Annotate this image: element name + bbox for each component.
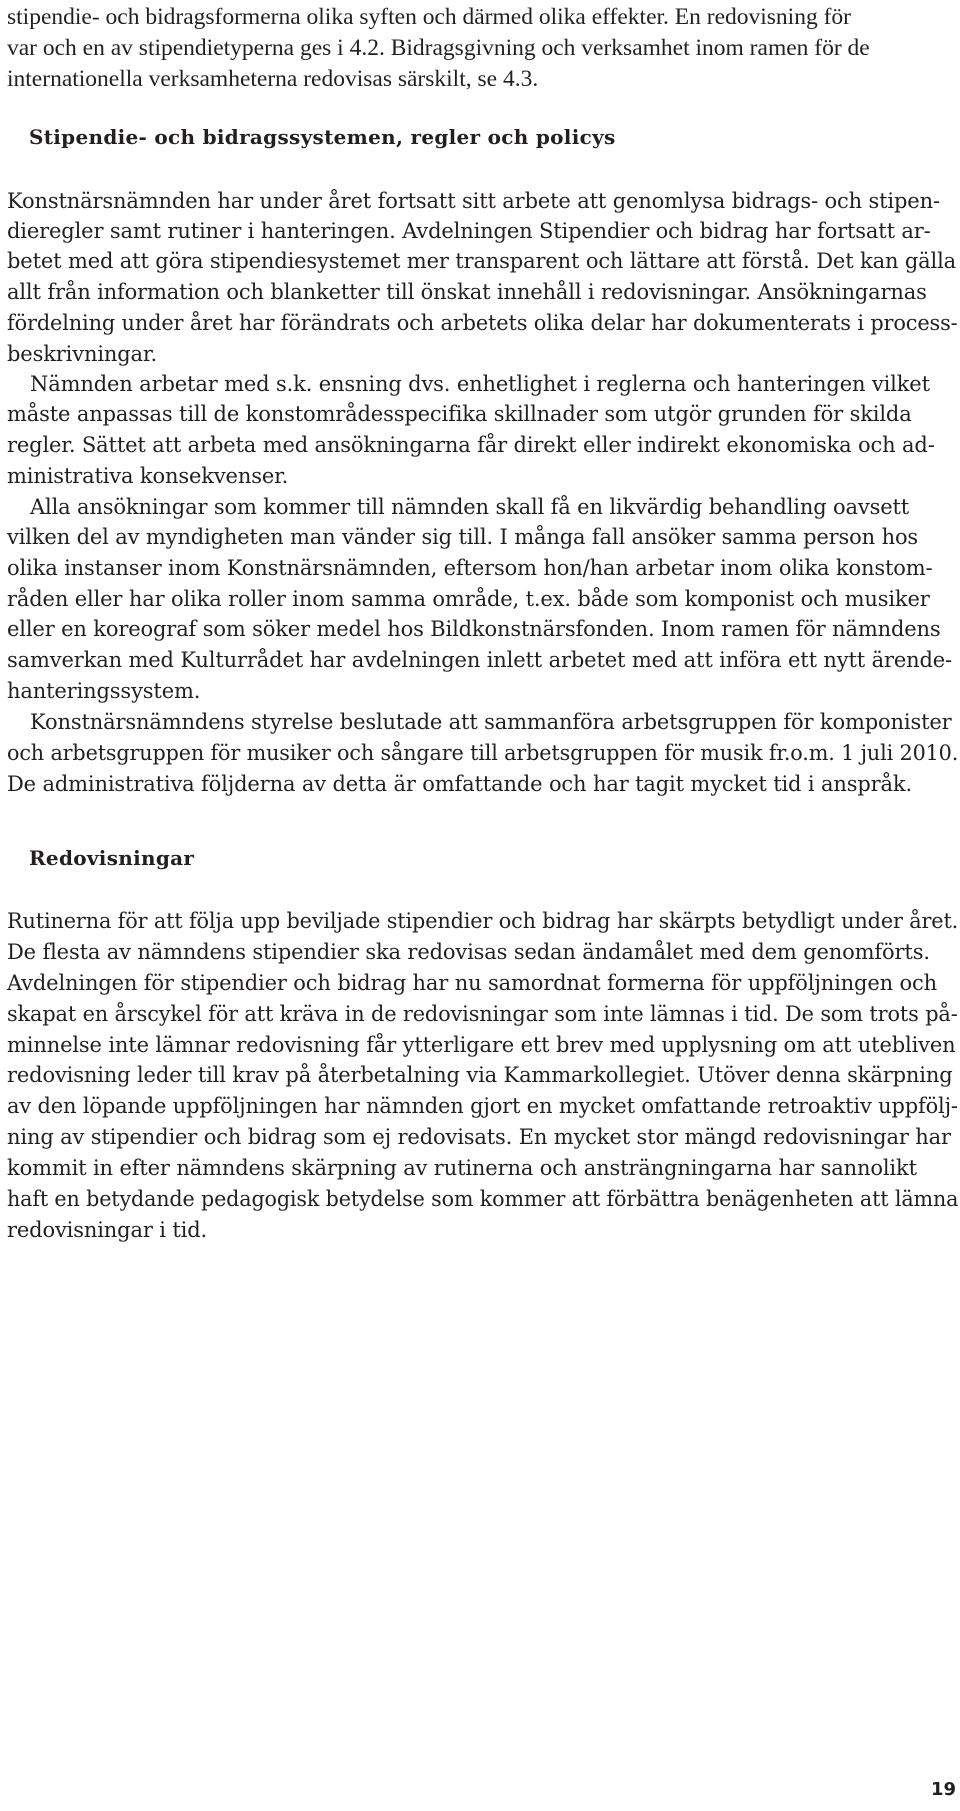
- text-line: haft en betydande pedagogisk betydelse som kommer att förbättra benägenheten att lämna: [7, 1187, 959, 1211]
- text-line: minnelse inte lämnar redovisning får ytterligare ett brev med upplysning om att utebliven: [7, 1033, 956, 1057]
- text-line: råden eller har olika roller inom samma område, t.ex. både som komponist och musiker: [7, 587, 930, 611]
- text-line: allt från information och blanketter till önskat innehåll i redovisningar. Ansökningarnas: [7, 280, 927, 304]
- text-line: Konstnärsnämndens styrelse beslutade att sammanföra arbetsgruppen för komponister: [30, 710, 952, 734]
- text-line: De administrativa följderna av detta är omfattande och har tagit mycket tid i anspråk.: [7, 772, 912, 796]
- text-line: och arbetsgruppen för musiker och sångare till arbetsgruppen för musik fr.o.m. 1 juli 2010.: [7, 741, 959, 765]
- text-line: stipendie- och bidragsformerna olika syften och därmed olika effekter. En redovisning för: [7, 4, 851, 30]
- text-line: Rutinerna för att följa upp beviljade stipendier och bidrag har skärpts betydligt under året.: [7, 909, 959, 933]
- text-line: av den löpande uppföljningen har nämnden gjort en mycket omfattande retroaktiv uppfölj-: [7, 1094, 958, 1118]
- text-line: Konstnärsnämnden har under året fortsatt sitt arbete att genomlysa bidrags- och stipen-: [7, 189, 940, 213]
- text-line: internationella verksamheterna redovisas särskilt, se 4.3.: [7, 66, 539, 92]
- text-line: regler. Sättet att arbeta med ansökningarna får direkt eller indirekt ekonomiska och ad-: [7, 433, 935, 457]
- text-line: dieregler samt rutiner i hanteringen. Avdelningen Stipendier och bidrag har fortsatt ar-: [7, 219, 931, 243]
- text-line: hanteringssystem.: [7, 679, 201, 703]
- text-line: kommit in efter nämndens skärpning av rutinerna och ansträngningarna har sannolikt: [7, 1156, 917, 1180]
- text-line: De flesta av nämndens stipendier ska redovisas sedan ändamålet med dem genomförts.: [7, 940, 930, 964]
- text-line: redovisningar i tid.: [7, 1218, 208, 1242]
- text-line: beskrivningar.: [7, 342, 158, 366]
- text-line: var och en av stipendietyperna ges i 4.2. Bidragsgivning och verksamhet inom ramen för de: [7, 35, 870, 61]
- text-line: eller en koreograf som söker medel hos Bildkonstnärsfonden. Inom ramen för nämndens: [7, 617, 941, 641]
- text-line: samverkan med Kulturrådet har avdelningen inlett arbetet med att införa ett nytt ärende-: [7, 648, 952, 672]
- text-line: Alla ansökningar som kommer till nämnden skall få en likvärdig behandling oavsett: [30, 495, 910, 519]
- section-heading-redovisningar: Redovisningar: [29, 846, 195, 870]
- text-line: olika instanser inom Konstnärsnämnden, eftersom hon/han arbetar inom olika konstom-: [7, 556, 933, 580]
- text-line: ministrativa konsekvenser.: [7, 464, 289, 488]
- text-line: Avdelningen för stipendier och bidrag har nu samordnat formerna för uppföljningen och: [7, 971, 937, 995]
- text-line: vilken del av myndigheten man vänder sig till. I många fall ansöker samma person hos: [7, 525, 919, 549]
- text-line: redovisning leder till krav på återbetalning via Kammarkollegiet. Utöver denna skärpning: [7, 1063, 953, 1087]
- text-line: måste anpassas till de konstområdesspecifika skillnader som utgör grunden för skilda: [7, 402, 912, 426]
- text-line: skapat en årscykel för att kräva in de redovisningar som inte lämnas i tid. De som trots på-: [7, 1002, 958, 1026]
- text-line: Nämnden arbetar med s.k. ensning dvs. enhetlighet i reglerna och hanteringen vilket: [30, 372, 930, 396]
- text-line: ning av stipendier och bidrag som ej redovisats. En mycket stor mängd redovisningar har: [7, 1125, 951, 1149]
- page-number: 19: [930, 1779, 956, 1800]
- section-heading-regler: Stipendie- och bidragssystemen, regler och policys: [29, 125, 616, 149]
- text-line: fördelning under året har förändrats och arbetets olika delar har dokumenterats i process-: [7, 311, 958, 335]
- text-line: betet med att göra stipendiesystemet mer transparent och lättare att förstå. Det kan gälla: [7, 249, 957, 273]
